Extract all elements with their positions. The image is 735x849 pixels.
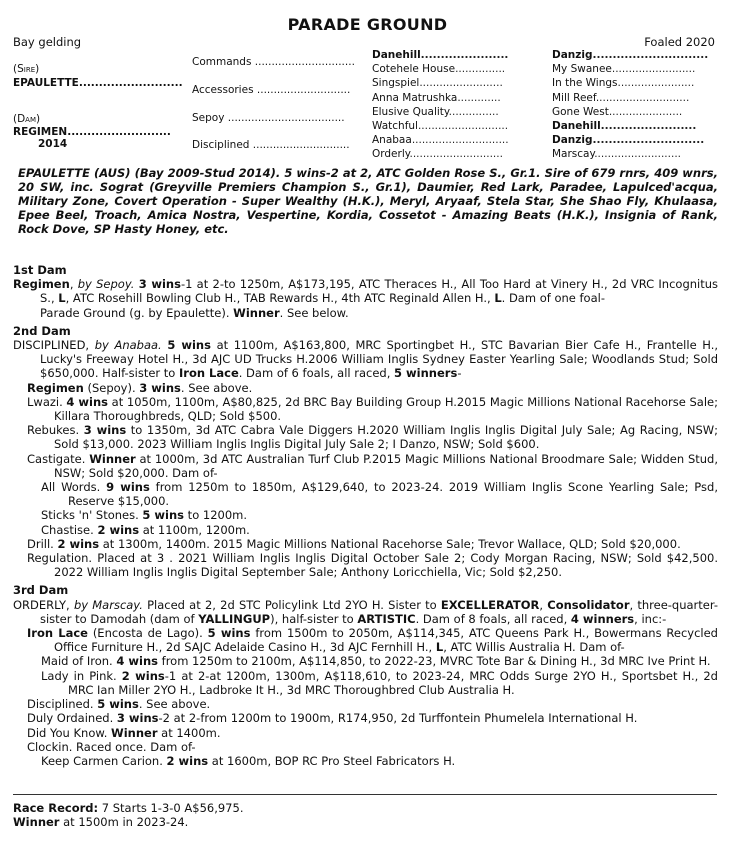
sire-label: (Sire) (13, 63, 40, 75)
grand-progeny-entry: Keep Carmen Carion. 2 wins at 1600m, BOP RC Pro Steel Fabricators H. (41, 753, 456, 768)
sire-summary: EPAULETTE (AUS) (Bay 2009-Stud 2014). 5 wins-2 at 2, ATC Golden Rose S., Gr.1. Sire of 679 rnrs, 409 wnrs, 20 SW, inc. Sograt (Greyville Premiers Champion S., Gr.1), Daumier, Red Lark, Paradee, Lapulced'acqua, Military Zone, Covert Operation - Super Wealthy (H.K.), Meryl, Aryaaf, Stela Star, She Shao Fly, Khulaasa, Epee Beel, Troach, Amica Nostra, Vespertine, Kordia, Cossetot - Amazing Beats (H.K.), Insignia of Rank, Rock Dove, SP Hasty Honey, etc. (18, 166, 718, 236)
race-record: Race Record: 7 Starts 1-3-0 A$56,975. Winner at 1500m in 2023-24. (13, 801, 244, 830)
colour-sex: Bay gelding (13, 35, 82, 49)
gen3-item: Cotehele House............... (372, 63, 506, 76)
progeny-entry: Duly Ordained. 3 wins-2 at 2-from 1200m to 1900m, R174,950, 2d Turffontein Phumelela International H. (27, 711, 638, 726)
gen4-item: In the Wings....................... (552, 77, 695, 90)
gen4-item: Danzig............................. (552, 49, 709, 61)
pedigree-gen4 (552, 48, 722, 162)
gen3-item: Singspiel......................... (372, 77, 503, 90)
dam-year: 2014 (38, 138, 68, 150)
gen3-item: Elusive Quality............... (372, 105, 499, 118)
third-dam-heading: 3rd Dam (13, 583, 69, 598)
gen4-item: Mill Reef............................ (552, 91, 690, 104)
progeny-entry: Rebukes. 3 wins to 1350m, 3d ATC Cabra Vale Diggers H.2020 William Inglis Inglis Digital July Sale; Ag Racing, NSW; Sold $13,000. 2023 William Inglis Inglis Digital July Sale 2; I Danzo, NSW; Sold $600. (27, 423, 719, 452)
grand-progeny-entry: Lady in Pink. 2 wins-1 at 2-at 1200m, 1300m, A$118,610, to 2023-24, MRC Odds Surge 2YO H., Sportsbet H., 2d MRC Ian Miller 2YO H., Ladbroke It H., 3d MRC Thoroughbred Club Australia H. (41, 668, 718, 697)
grand-progeny-entry: Chastise. 2 wins at 1100m, 1200m. (41, 522, 250, 537)
second-dam-entry: DISCIPLINED, by Anabaa. 5 wins at 1100m, A$163,800, MRC Sportingbet H., STC Bavarian Bier Cafe H., Frantelle H., Lucky's Freeway Hotel H., 3d AJC UD Trucks H.2006 William Inglis Sydney Easter Yearling Sale; Woodlands Stud; Sold $650,000. Half-sister to Iron Lace. Dam of 6 foals, all raced, 5 winners- (13, 338, 719, 381)
progeny-entry: Iron Lace (Encosta de Lago). 5 wins from 1500m to 2050m, A$114,345, ATC Queens Park H., Bowermans Recycled Office Furniture H., 2d SAJC Adelaide Casino H., 3d AJC Fernhill H., L, ATC Willis Australia H. Dam of- (27, 626, 718, 655)
progeny-entry: Regimen (Sepoy). 3 wins. See above. (27, 380, 253, 395)
gen4-item: My Swanee......................... (552, 63, 696, 76)
gen4-item: Gone West...................... (552, 105, 683, 118)
dam-sire: Sepoy ................................... (192, 112, 345, 124)
third-dam-entry: ORDERLY, by Marscay. Placed at 2, 2d STC Policylink Ltd 2YO H. Sister to EXCELLERATOR, Consolidator, three-quarter-sister to Damodah (dam of YALLINGUP), half-sister to ARTISTIC. Dam of 8 foals, all raced, 4 winners, inc:- (13, 597, 719, 626)
gen3-item: Anabaa............................. (372, 134, 509, 147)
divider (13, 794, 717, 795)
progeny-entry: Castigate. Winner at 1000m, 3d ATC Australian Turf Club P.2015 Magic Millions National Broodmare Sale; Widden Stud, NSW; Sold $20,000. Dam of- (27, 451, 719, 480)
dam-name: REGIMEN.......................... (13, 126, 171, 138)
gen3-item: Orderly............................ (372, 148, 503, 161)
gen4-item: Danehill........................ (552, 119, 697, 132)
sire-name: EPAULETTE.......................... (13, 77, 183, 89)
dam-label: (Dam) (13, 113, 41, 125)
foaled-year: Foaled 2020 (644, 35, 715, 49)
gen3-item: Danehill...................... (372, 49, 509, 61)
page-title: PARADE GROUND (287, 15, 448, 34)
progeny-entry: Clockin. Raced once. Dam of- (27, 739, 196, 754)
progeny-entry: Drill. 2 wins at 1300m, 1400m. 2015 Magic Millions National Racehorse Sale; Trevor Wallace, QLD; Sold $20,000. (27, 536, 681, 551)
second-dam-heading: 2nd Dam (13, 323, 71, 338)
progeny-entry: Regulation. Placed at 3 . 2021 William Inglis Inglis Digital October Sale 2; Cody Morgan Racing, NSW; Sold $42,500. 2022 William Inglis Inglis Digital September Sale; Anthony Loricchiella, Vic; Sold $2,250. (27, 551, 718, 580)
progeny-entry: Disciplined. 5 wins. See above. (27, 697, 211, 712)
gen3-item: Watchful........................... (372, 119, 509, 132)
grand-progeny-entry: All Words. 9 wins from 1250m to 1850m, A$129,640, to 2023-24. 2019 William Inglis Scone Yearling Sale; Psd, Reserve $15,000. (41, 480, 718, 509)
first-dam-heading: 1st Dam (13, 263, 67, 277)
progeny-entry: Did You Know. Winner at 1400m. (27, 725, 221, 740)
sire-sire: Commands .............................. (192, 56, 355, 68)
gen4-item: Danzig............................ (552, 134, 705, 147)
gen4-item: Marscay.......................... (552, 148, 681, 161)
catalogue-body (13, 260, 718, 768)
pedigree-gen3 (372, 48, 532, 162)
grand-progeny-entry: Sticks 'n' Stones. 5 wins to 1200m. (41, 508, 248, 523)
grand-progeny-entry: Maid of Iron. 4 wins from 1250m to 2100m, A$114,850, to 2022-23, MVRC Tote Bar & Dining H., 3d MRC Ive Print H. (41, 654, 711, 669)
first-dam-entry: Regimen, by Sepoy. 3 wins-1 at 2-to 1250m, A$173,195, ATC Theraces H., All Too Hard at Vinery H., 2d VRC Incognitus S., L, ATC Rosehill Bowling Club H., TAB Rewards H., 4th ATC Reginald Allen H., L. Dam of one foal- Parade Ground (g. by Epaulette). Winner. See below. (13, 277, 719, 320)
gen3-item: Anna Matrushka............. (372, 91, 501, 104)
dam-dam: Disciplined ............................. (192, 139, 350, 151)
progeny-entry: Lwazi. 4 wins at 1050m, 1100m, A$80,825, 2d BRC Bay Building Group H.2015 Magic Millions National Racehorse Sale; Killara Thoroughbreds, QLD; Sold $500. (27, 394, 718, 424)
sire-dam: Accessories ............................ (192, 84, 351, 96)
